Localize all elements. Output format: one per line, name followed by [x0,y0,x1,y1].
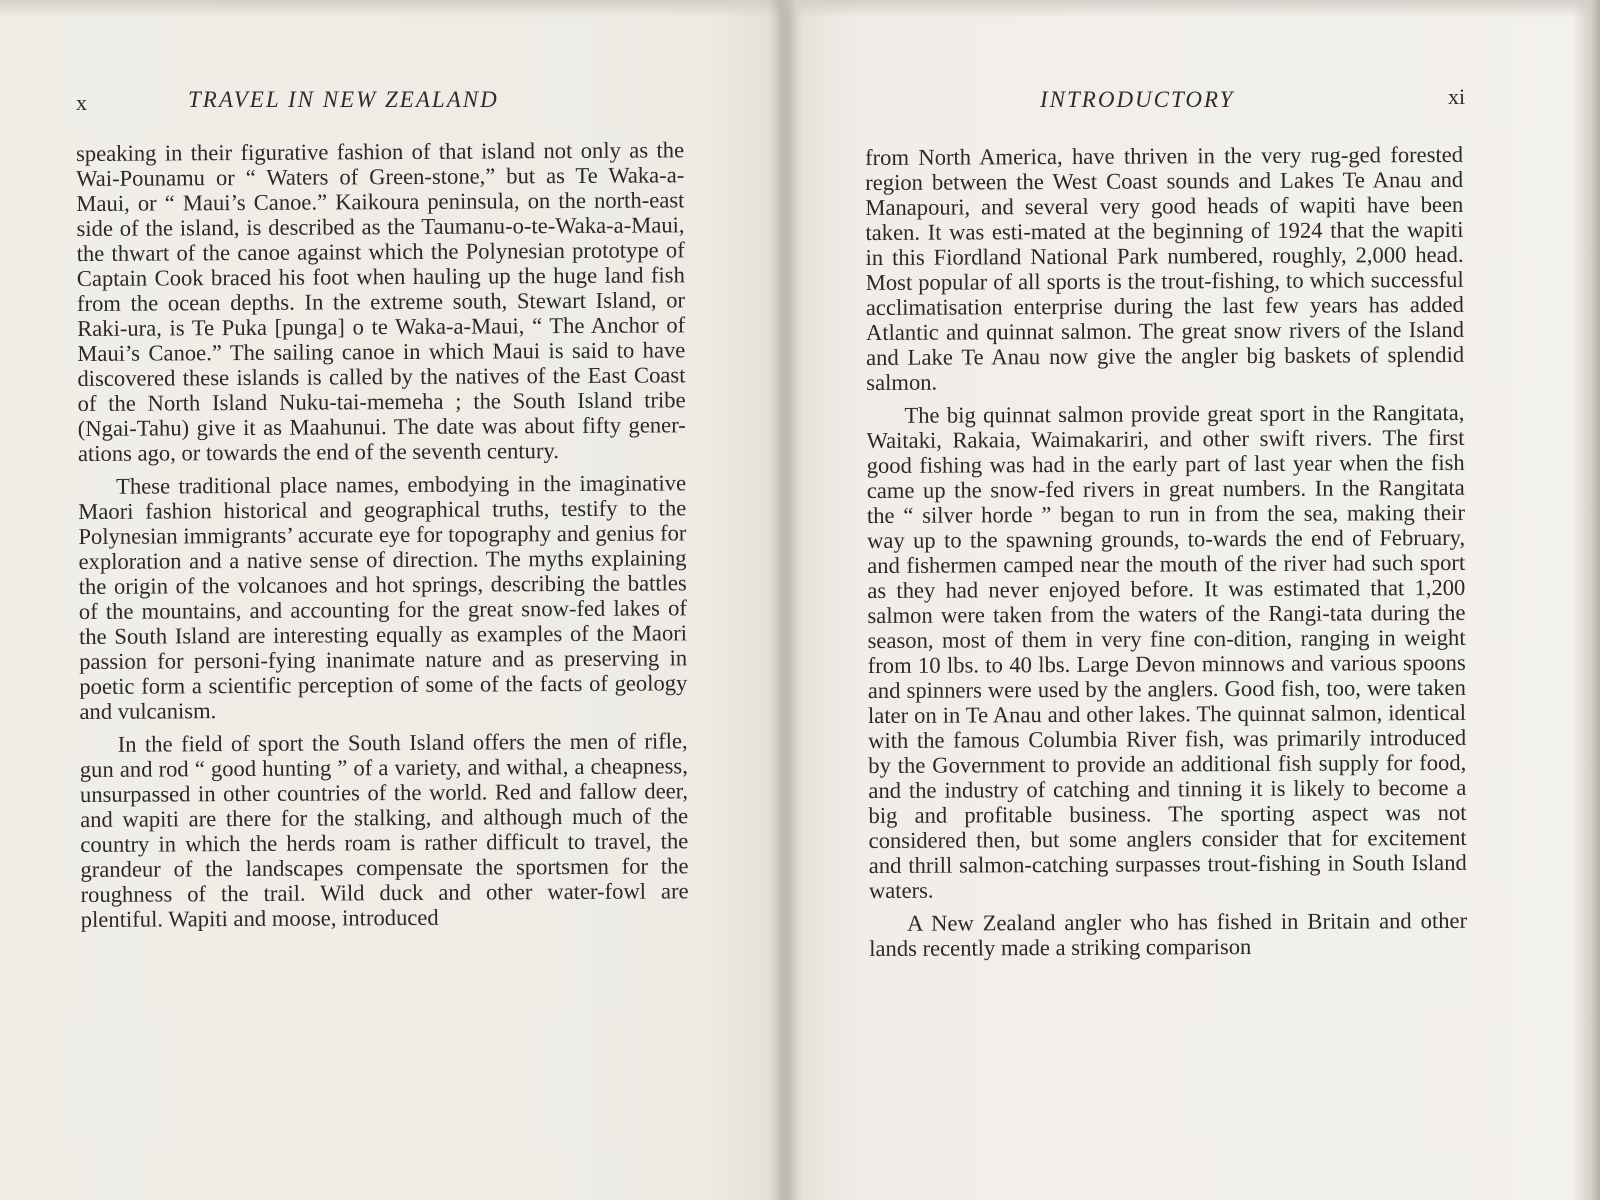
right-paragraph-2: The big quinnat salmon provide great sport in the Rangitata, Waitaki, Rakaia, Waimakariri, and other swift rivers. The first good fishing was had in the early part of last year when the fish came up the snow-fed rivers in great numbers. In the Rangitata the “ silver horde ” began to run in from the sea, making their way up to the spawning grounds, to-wards the end of February, and fishermen camped near the mouth of the river had such sport as they had never enjoyed before. It was estimated that 1,200 salmon were taken from the waters of the Rangi-tata during the season, most of them in very fine con-dition, ranging in weight from 10 lbs. to 40 lbs. Large Devon minnows and various spoons and spinners were used by the anglers. Good fish, too, were taken later on in Te Anau and other lakes. The quinnat salmon, identical with the famous Columbia River fish, was primarily introduced by the Government to provide an additional fish supply for food, and the industry of catching and tinning it is likely to become a big and profitable business. The sporting aspect was not considered then, but some anglers consider that for excitement and thrill salmon-catching surpasses trout-fishing in South Island waters. [866,399,1467,903]
left-page-body [76,137,689,932]
right-running-head: INTRODUCTORY [1040,87,1235,112]
left-paragraph-3: In the field of sport the South Island offers the men of rifle, gun and rod “ good hunting ” of a variety, and withal, a cheapness, unsurpassed in other countries of the world. Red and fallow deer, and wapiti are there for the stalking, and although much of the country in which the herds roam is rather difficult to travel, the grandeur of the landscapes compensate the sportsmen for the roughness of the trail. Wild duck and other water-fowl are plentiful. Wapiti and moose, introduced [79,728,689,932]
right-page-body [865,142,1467,961]
left-paragraph-1: speaking in their figurative fashion of that island not only as the Wai-Pounamu or “ Waters of Green-stone,” but as Te Waka-a-Maui, or “ Maui’s Canoe.” Kaikoura peninsula, on the north-east side of the island, is described as the Taumanu-o-te-Waka-a-Maui, the thwart of the canoe against which the Polynesian prototype of Captain Cook braced his foot when hauling up the huge land fish from the ocean depths. In the extreme south, Stewart Island, or Raki-ura, is Te Puka [punga] o te Waka-a-Maui, “ The Anchor of Maui’s Canoe.” The sailing canoe in which Maui is said to have discovered these islands is called by the natives of the East Coast of the North Island Nuku-tai-memeha ; the South Island tribe (Ngai-Tahu) give it as Maahunui. The date was about fifty gener-ations ago, or towards the end of the seventh century. [76,137,686,466]
left-page-number: x [76,90,87,115]
right-page-number: xi [1448,84,1466,109]
right-paragraph-3: A New Zealand angler who has fished in Britain and other lands recently made a striking comparison [869,907,1468,961]
left-running-head: TRAVEL IN NEW ZEALAND [188,87,499,112]
left-paragraph-2: These traditional place names, embodying in the imaginative Maori fashion historical and geographical truths, testify to the Polynesian immigrants’ accurate eye for topography and genius for exploration and a native sense of direction. The myths explaining the origin of the volcanoes and hot springs, describing the battles of the mountains, and accounting for the great snow-fed lakes of the South Island are interesting equally as examples of the Maori passion for personi-fying inanimate nature and as preserving in poetic form a scientific perception of some of the facts of geology and vulcanism. [78,470,688,724]
left-page [0,0,770,1200]
right-paragraph-1: from North America, have thriven in the very rug-ged forested region between the West Coast sounds and Lakes Te Anau and Manapouri, and several very good heads of wapiti have been taken. It was esti-mated at the beginning of 1924 that the wapiti in this Fiordland National Park numbered, roughly, 2,000 head. Most popular of all sports is the trout-fishing, to which successful acclimatisation enterprise during the last few years has added Atlantic and quinnat salmon. The great snow rivers of the Island and Lake Te Anau now give the angler big baskets of splendid salmon. [865,141,1465,395]
right-page [790,0,1600,1200]
